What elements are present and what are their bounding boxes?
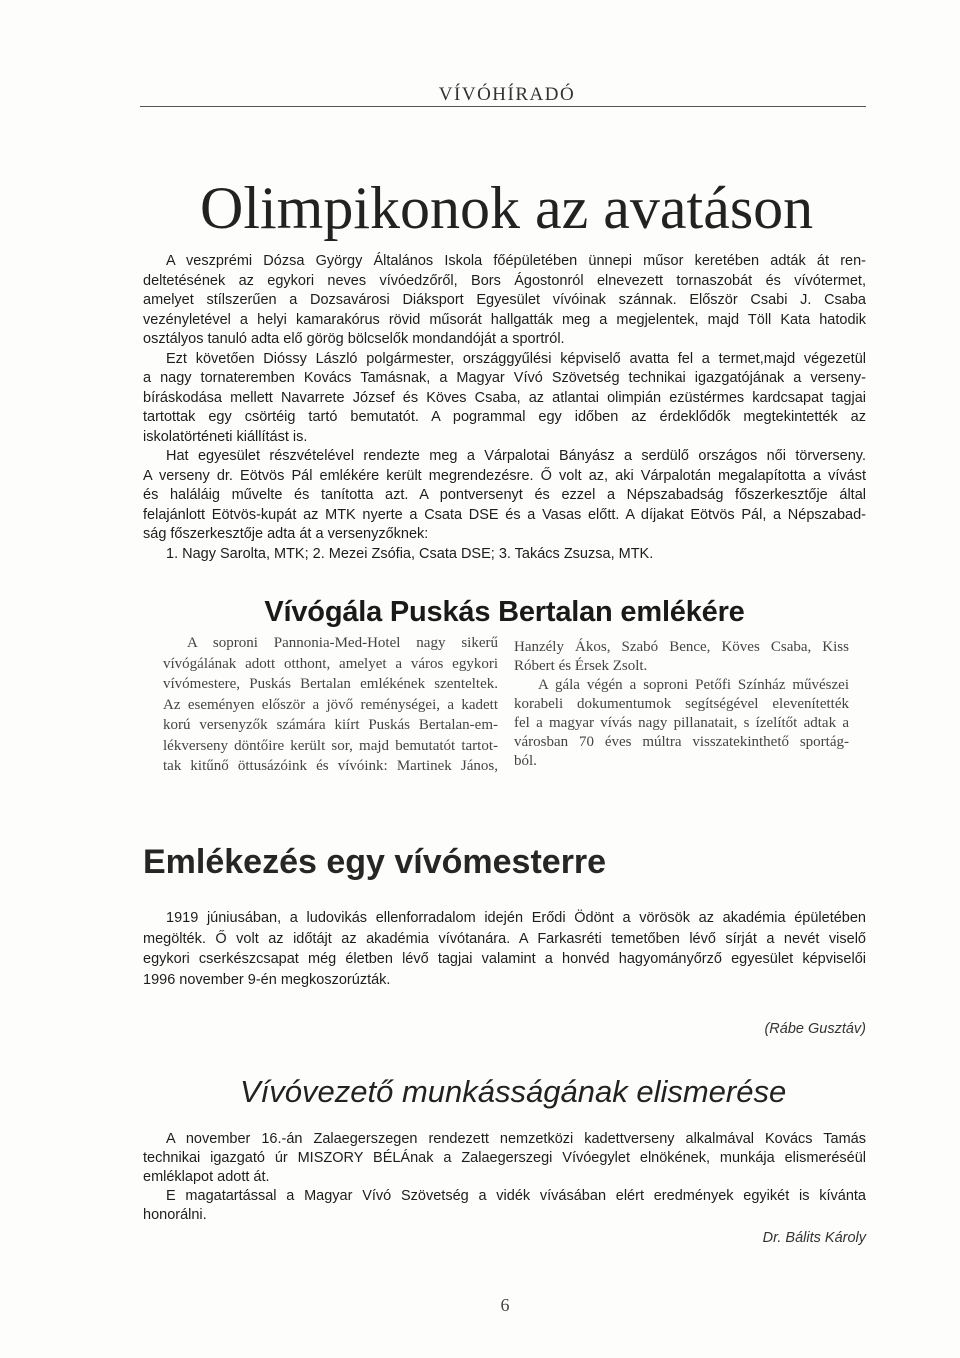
text-line: E magatartással a Magyar Vívó Szövetség a vidék vívásában elért eredmények egyikét is kívánta — [166, 1188, 866, 1205]
text-line: vezényletével a helyi kamarakórus rövid műsorát hallgatták meg a megjelentek, majd Töll Kata hatodik — [143, 311, 866, 328]
text-line: A veszprémi Dózsa György Általános Iskola főépületében ünnepi műsor keretében adták át ren- — [166, 253, 866, 269]
newsletter-header-title: VÍVÓHÍRADÓ — [438, 84, 576, 105]
text-line: emléklapot adott át. — [143, 1168, 270, 1185]
text-line: A soproni Pannonia-Med-Hotel nagy sikerű — [187, 635, 498, 651]
text-line: korú versenyzők számára kiírt Puskás Bertalan-em- — [163, 717, 498, 733]
article-body — [143, 1130, 866, 1226]
text-line: osztályos tanuló adta elő görög bölcselők mondandóját a sportról. — [143, 331, 565, 347]
text-line: tak kitűnő öttusázóink és vívóink: Martinek János, — [163, 758, 498, 774]
text-line: A gála végén a soproni Petőfi Színház művészei — [538, 676, 849, 693]
text-line: Ezt követően Dióssy László polgármester, országgyűlési képviselő avatta fel a termet,majd végezetül — [166, 350, 866, 367]
text-line: fel a magyar vívás nagy pillanatait, s ízelítőt adtak a — [514, 714, 849, 731]
author-signature: (Rábe Gusztáv) — [764, 1021, 866, 1037]
text-line: városban 70 éves múltra visszatekinthető sportág- — [514, 733, 849, 750]
text-line: Hanzély Ákos, Szabó Bence, Köves Csaba, Kiss — [514, 638, 849, 655]
text-line: 1996 november 9-én megkoszorúzták. — [143, 971, 391, 988]
text-line: amelyet stílszerűen a Dozsavárosi Diáksport Egyesület vívóinak szánnak. Először Csabi J. Csaba — [143, 292, 866, 308]
text-line: A november 16.-án Zalaegerszegen rendezett nemzetközi kadettverseny alkalmával Kovács Tamás — [166, 1130, 866, 1147]
text-line: bíráskodása mellett Navarrete József és Köves Csaba, az atlantai olimpián ezüstérmes kardcsapat tagjai — [143, 389, 866, 406]
text-line: és haláláig művelte és tanította azt. A pontversenyt és ezzel a Népszabadság főszerkesztője által — [143, 487, 866, 503]
article-body — [143, 908, 866, 990]
column-left — [163, 633, 498, 777]
column-right — [514, 638, 849, 771]
text-line: a nagy tornateremben Kovács Tamásnak, a Magyar Vívó Szövetség technikai igazgatójának a verseny- — [143, 370, 866, 386]
text-line: Róbert és Érsek Zsolt. — [514, 657, 648, 674]
article-title: Vívóvezető munkásságának elismerése — [240, 1074, 787, 1109]
text-line: lékverseny döntőire került sor, majd bemutatót tartot- — [163, 737, 498, 754]
article-title: Olimpikonok az avatáson — [200, 175, 814, 241]
header-rule — [140, 106, 866, 107]
article-body — [143, 252, 866, 564]
text-line: felajánlott Eötvös-kupát az MTK nyerte a Csata DSE és a Vasas előtt. A díjakat Eötvös Pál, a Népszabad- — [143, 506, 866, 523]
results-line: 1. Nagy Sarolta, MTK; 2. Mezei Zsófia, Csata DSE; 3. Takács Zsuzsa, MTK. — [166, 545, 654, 562]
text-line: korabeli dokumentumok segítségével elevenítették — [514, 695, 849, 712]
text-line: ság főszerkesztője adta át a versenyzőknek: — [143, 526, 429, 542]
text-line: vívógálának adott otthont, amelyet a város egykori — [163, 655, 498, 672]
text-line: iskolatörténeti kiállítást is. — [143, 428, 308, 445]
article-title: Emlékezés egy vívómesterre — [143, 843, 607, 881]
text-line: technikai igazgató úr MISZORY BÉLÁnak a Zalaegerszegi Vívóegylet elnökének, munkája elismeréséül — [143, 1149, 866, 1166]
text-line: A verseny dr. Eötvös Pál emlékére került megrendezésre. Ő volt az, aki Várpalotán megalapította a vívást — [143, 467, 866, 484]
text-line: honorálni. — [143, 1207, 207, 1224]
page-number: 6 — [500, 1295, 510, 1315]
text-line: vívómestere, Puskás Bertalan emlékének szenteltek. — [163, 676, 498, 692]
text-line: 1919 júniusában, a ludovikás ellenforradalom idején Erődi Ödönt a vörösök az akadémia épületében — [166, 910, 866, 926]
text-line: tartottak egy csörtéig tartó bemutatót. A pogrammal egy időben az érdeklődők megtekintették az — [143, 409, 866, 425]
text-line: megölték. Ő volt az időtájt az akadémia vívótanára. A Farkasréti temetőben lévő sírját a nevét viselő — [143, 930, 866, 947]
text-line: egykori cserkészcsapat még életben lévő tagjai valamint a honvéd hagyományőrző egyesület képviselői — [143, 951, 866, 967]
text-line: deltetésének az egykori neves vívóedzőről, Bors Ágostonról elnevezett tornaszobát és vívótermet, — [143, 272, 866, 289]
article-title: Vívógála Puskás Bertalan emlékére — [264, 596, 745, 628]
text-line: ból. — [514, 752, 537, 769]
text-line: Hat egyesület részvételével rendezte meg a Várpalotai Bányász a serdülő országos női törverseny. — [166, 448, 866, 464]
author-signature: Dr. Bálits Károly — [762, 1230, 866, 1246]
text-line: Az eseményen először a jövő reménységei, a kadett — [163, 696, 498, 713]
